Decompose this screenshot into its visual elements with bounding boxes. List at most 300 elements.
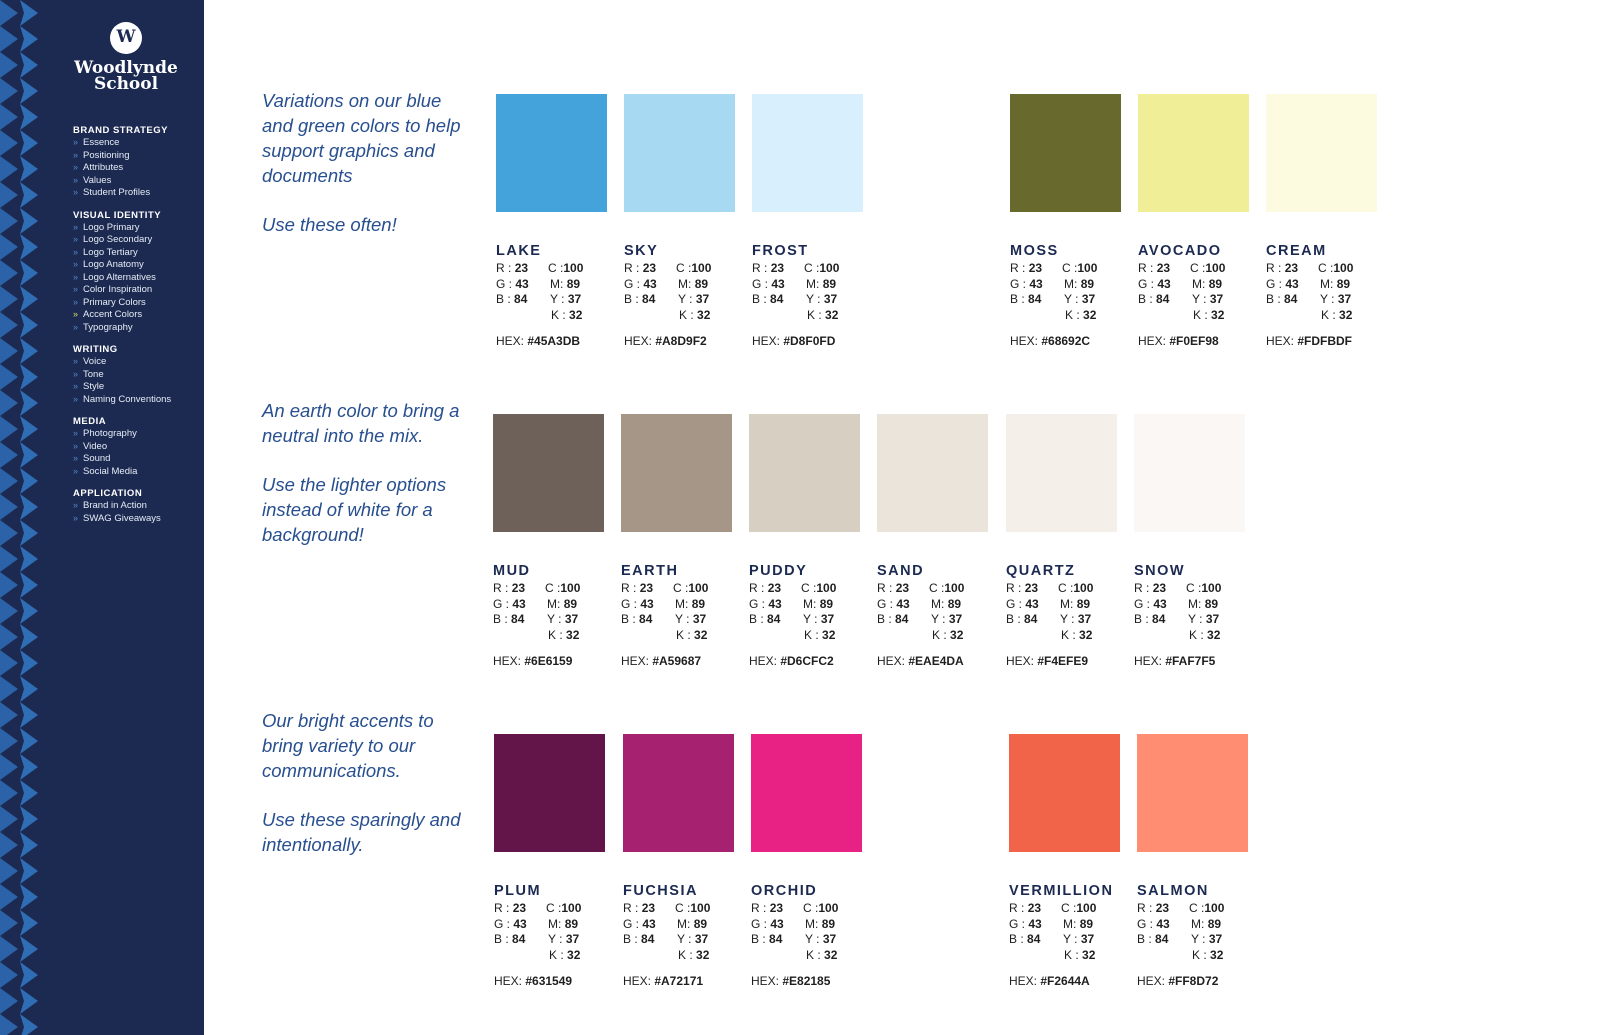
chevron-shape [20,52,38,78]
k-label: K : [804,627,819,642]
chevron-shape [0,546,18,572]
color-values [1137,901,1259,965]
color-values [493,581,615,645]
hex-code [624,334,746,348]
nav-section-heading[interactable]: APPLICATION [73,488,143,499]
group-description [262,88,467,261]
r-value: 23 [512,901,527,915]
color-chip[interactable] [1137,734,1248,852]
color-values [877,581,999,645]
color-chip[interactable] [493,414,604,532]
hex-value: #68692C [1041,334,1091,348]
g-value: 43 [515,276,529,291]
k-label: K : [807,307,822,322]
chevron-shape [0,702,18,728]
chevron-shape [0,468,18,494]
chevron-shape [0,884,18,910]
swatch-lake [496,94,618,348]
b-label: B : [1137,932,1152,947]
nav-item-social-media[interactable]: » Social Media [73,466,203,479]
chevron-shape [0,780,18,806]
c-label: C : [929,581,945,595]
color-values [1006,581,1128,645]
hex-code [496,334,618,348]
chevron-shape [20,858,38,884]
c-label: C : [546,901,562,915]
swatch-salmon [1137,734,1259,988]
nav-section-heading[interactable]: WRITING [73,344,118,355]
hex-prefix: HEX: [751,974,783,988]
hex-prefix: HEX: [749,654,781,668]
y-label: Y : [803,612,818,627]
y-value: 37 [1080,932,1095,947]
y-value: 37 [1077,612,1092,627]
nav-item-swag-giveaways[interactable]: » SWAG Giveaways [73,513,203,526]
k-value: 32 [1207,627,1221,642]
y-label: Y : [1188,612,1203,627]
swatch-puddy [749,414,871,668]
r-label: R : [493,581,509,595]
color-chip[interactable] [624,94,735,212]
chevron-shape [20,286,38,312]
m-value: 89 [1204,596,1219,611]
c-label: C : [675,901,691,915]
k-label: K : [679,307,694,322]
r-label: R : [496,261,512,275]
chevron-shape [0,390,18,416]
color-values [621,581,743,645]
m-value: 89 [1336,276,1351,291]
y-label: Y : [805,932,820,947]
cmyk-values [803,901,838,963]
c-label: C : [1061,901,1077,915]
swatch-mud [493,414,615,668]
m-value: 89 [819,596,834,611]
cmyk-values [1189,901,1224,963]
nav-item-voice[interactable]: » Voice [73,356,203,369]
r-label: R : [1134,581,1150,595]
swatch-plum [494,734,616,988]
chevron-shape [0,312,18,338]
chevron-shape [0,832,18,858]
cmyk-values [673,581,708,643]
m-value: 89 [1079,916,1094,931]
nav-item-values[interactable]: » Values [73,175,203,188]
y-value: 37 [1209,292,1224,307]
nav-item-logo-primary[interactable]: » Logo Primary [73,222,203,235]
chevron-shape [20,234,38,260]
sidebar-nav [73,124,203,534]
k-label: K : [1064,947,1079,962]
chevron-shape [0,728,18,754]
chevron-shape [0,52,18,78]
k-label: K : [548,627,563,642]
swatch-sky [624,94,746,348]
chevron-shape [0,234,18,260]
nav-section-heading[interactable]: BRAND STRATEGY [73,125,168,136]
cmyk-values [1186,581,1221,643]
c-value: 100 [818,901,839,915]
hex-value: #FAF7F5 [1165,654,1216,668]
swatch-name: SALMON [1137,883,1209,899]
r-value: 23 [641,901,656,915]
c-value: 100 [561,901,582,915]
chevron-shape [0,988,18,1014]
g-label: G : [752,276,769,291]
r-value: 23 [1028,261,1043,275]
color-chip[interactable] [751,734,862,852]
chevron-shape [20,78,38,104]
hex-value: #FF8D72 [1168,974,1219,988]
color-chip[interactable] [1134,414,1245,532]
b-label: B : [1138,292,1153,307]
k-value: 32 [1211,307,1225,322]
k-label: K : [806,947,821,962]
hex-code [623,974,745,988]
nav-section [73,487,203,525]
r-label: R : [624,261,640,275]
hex-prefix: HEX: [496,334,528,348]
chevron-shape [0,858,18,884]
description-paragraph: An earth color to bring a neutral into the mix. [262,400,460,446]
color-values [494,901,616,965]
g-label: G : [1006,596,1023,611]
chevron-shape [0,156,18,182]
chevron-shape [20,442,38,468]
r-value: 23 [767,581,782,595]
b-label: B : [877,612,892,627]
r-label: R : [1137,901,1153,915]
crest-icon: W [110,22,142,54]
hex-value: #45A3DB [527,334,581,348]
b-value: 84 [1028,292,1042,307]
nav-item-logo-tertiary[interactable]: » Logo Tertiary [73,247,203,260]
g-label: G : [496,276,513,291]
swatch-fuchsia [623,734,745,988]
g-value: 43 [640,596,654,611]
b-value: 84 [770,292,784,307]
b-value: 84 [514,292,528,307]
rgb-values [877,581,910,628]
r-value: 23 [769,901,784,915]
nav-section-heading[interactable]: VISUAL IDENTITY [73,209,162,221]
chevron-shape [0,78,18,104]
chevron-shape [0,910,18,936]
r-label: R : [877,581,893,595]
cmyk-values [1062,261,1097,323]
k-value: 32 [822,627,836,642]
color-chip[interactable] [1009,734,1120,852]
k-label: K : [1065,307,1080,322]
c-value: 100 [1204,901,1225,915]
g-label: G : [749,596,766,611]
color-chip[interactable] [1006,414,1117,532]
b-value: 84 [769,932,783,947]
hex-code [1010,334,1132,348]
color-chip[interactable] [749,414,860,532]
hex-value: #631549 [525,974,573,988]
nav-section-heading[interactable]: MEDIA [73,416,107,427]
nav-item-sound[interactable]: » Sound [73,453,203,466]
y-value: 37 [1337,292,1352,307]
nav-item-student-profiles[interactable]: » Student Profiles [73,187,203,200]
nav-item-color-inspiration[interactable]: » Color Inspiration [73,284,203,297]
hex-prefix: HEX: [624,334,656,348]
group-description [262,708,467,881]
k-value: 32 [1079,627,1093,642]
b-label: B : [496,292,511,307]
color-values [749,581,871,645]
swatch-name: LAKE [496,243,542,259]
m-label: M: [1320,276,1334,291]
chevron-shape [0,442,18,468]
k-value: 32 [1083,307,1097,322]
hex-code [749,654,871,668]
g-value: 43 [1157,276,1171,291]
chevron-shape [20,754,38,780]
hex-value: #FDFBDF [1297,334,1353,348]
k-value: 32 [950,627,964,642]
b-value: 84 [511,612,525,627]
color-values [1266,261,1388,325]
color-values [496,261,618,325]
y-label: Y : [1192,292,1207,307]
y-value: 37 [567,292,582,307]
swatch-sand [877,414,999,668]
b-value: 84 [1024,612,1038,627]
swatch-orchid [751,734,873,988]
cmyk-values [675,901,710,963]
chevron-pattern [0,0,42,1035]
hex-code [1009,974,1131,988]
c-value: 100 [1077,261,1098,275]
g-label: G : [624,276,641,291]
k-value: 32 [696,947,710,962]
chevron-shape [0,286,18,312]
hex-prefix: HEX: [621,654,653,668]
nav-item-video[interactable]: » Video [73,441,203,454]
chevron-shape [20,650,38,676]
color-values [1009,901,1131,965]
hex-prefix: HEX: [1009,974,1041,988]
k-value: 32 [566,627,580,642]
g-value: 43 [896,596,910,611]
swatch-quartz [1006,414,1128,668]
nav-item-logo-alternatives[interactable]: » Logo Alternatives [73,272,203,285]
g-label: G : [1009,916,1026,931]
chevron-shape [20,260,38,286]
chevron-shape [0,260,18,286]
swatch-name: SNOW [1134,563,1186,579]
nav-item-photography[interactable]: » Photography [73,428,203,441]
hex-code [1137,974,1259,988]
g-label: G : [1266,276,1283,291]
hex-code [1006,654,1128,668]
nav-section [73,415,203,478]
color-values [1138,261,1260,325]
m-label: M: [1191,916,1205,931]
color-chip[interactable] [496,94,607,212]
r-value: 23 [511,581,526,595]
cmyk-values [676,261,711,323]
m-value: 89 [821,916,836,931]
c-label: C : [1062,261,1078,275]
b-label: B : [621,612,636,627]
r-value: 23 [642,261,657,275]
color-chip[interactable] [1010,94,1121,212]
y-value: 37 [565,932,580,947]
swatch-name: SKY [624,243,659,259]
r-label: R : [1266,261,1282,275]
c-value: 100 [560,581,581,595]
rgb-values [494,901,527,948]
k-value: 32 [694,627,708,642]
c-value: 100 [1073,581,1094,595]
g-label: G : [1010,276,1027,291]
color-chip[interactable] [621,414,732,532]
description-paragraph: Our bright accents to bring variety to our communications. [262,710,434,781]
r-label: R : [752,261,768,275]
y-label: Y : [1191,932,1206,947]
hex-prefix: HEX: [623,974,655,988]
chevron-shape [20,702,38,728]
color-chip[interactable] [623,734,734,852]
k-value: 32 [1339,307,1353,322]
hex-value: #D8F0FD [783,334,836,348]
c-value: 100 [690,901,711,915]
chevron-shape [20,520,38,546]
c-label: C : [1189,901,1205,915]
c-value: 100 [1201,581,1222,595]
y-label: Y : [1063,932,1078,947]
nav-item-essence[interactable]: » Essence [73,137,203,150]
rgb-values [1266,261,1299,308]
swatch-vermillion [1009,734,1131,988]
school-logo[interactable] [56,22,196,92]
b-label: B : [1006,612,1021,627]
c-value: 100 [691,261,712,275]
m-label: M: [1192,276,1206,291]
swatch-name: FUCHSIA [623,883,698,899]
g-value: 43 [643,276,657,291]
color-chip[interactable] [752,94,863,212]
b-label: B : [1134,612,1149,627]
color-values [624,261,746,325]
m-value: 89 [1207,916,1222,931]
c-label: C : [545,581,561,595]
chevron-shape [0,494,18,520]
nav-item-naming-conventions[interactable]: » Naming Conventions [73,394,203,407]
y-value: 37 [823,292,838,307]
color-chip[interactable] [1266,94,1377,212]
c-value: 100 [819,261,840,275]
m-label: M: [550,276,564,291]
b-value: 84 [1284,292,1298,307]
swatch-name: SAND [877,563,925,579]
hex-value: #F0EF98 [1169,334,1219,348]
r-value: 23 [514,261,529,275]
g-label: G : [493,596,510,611]
y-value: 37 [822,932,837,947]
b-label: B : [624,292,639,307]
hex-prefix: HEX: [1138,334,1170,348]
hex-value: #D6CFC2 [780,654,834,668]
chevron-shape [20,546,38,572]
y-label: Y : [1320,292,1335,307]
rgb-values [493,581,526,628]
nav-item-logo-secondary[interactable]: » Logo Secondary [73,234,203,247]
chevron-shape [0,26,18,52]
cmyk-values [929,581,964,643]
color-chip[interactable] [877,414,988,532]
swatch-name: VERMILLION [1009,883,1114,899]
g-value: 43 [1025,596,1039,611]
chevron-shape [20,104,38,130]
m-value: 89 [563,596,578,611]
nav-section [73,343,203,406]
chevron-shape [20,26,38,52]
hex-prefix: HEX: [1006,654,1038,668]
chevron-shape [20,910,38,936]
rgb-values [751,901,784,948]
nav-item-primary-colors[interactable]: » Primary Colors [73,297,203,310]
chevron-shape [20,962,38,988]
r-label: R : [749,581,765,595]
g-value: 43 [770,916,784,931]
y-value: 37 [692,612,707,627]
description-paragraph: Use these often! [262,214,397,235]
chevron-shape [20,832,38,858]
g-value: 43 [512,596,526,611]
nav-item-typography[interactable]: » Typography [73,322,203,335]
color-chip[interactable] [1138,94,1249,212]
nav-item-positioning[interactable]: » Positioning [73,150,203,163]
chevron-shape [20,806,38,832]
b-label: B : [752,292,767,307]
nav-item-logo-anatomy[interactable]: » Logo Anatomy [73,259,203,272]
nav-item-style[interactable]: » Style [73,381,203,394]
b-value: 84 [641,932,655,947]
r-label: R : [621,581,637,595]
g-value: 43 [1153,596,1167,611]
swatch-moss [1010,94,1132,348]
cmyk-values [546,901,581,963]
b-label: B : [749,612,764,627]
chevron-shape [0,806,18,832]
nav-item-accent-colors[interactable]: » Accent Colors [73,309,203,322]
y-value: 37 [695,292,710,307]
b-value: 84 [639,612,653,627]
m-label: M: [1060,596,1074,611]
g-value: 43 [642,916,656,931]
k-value: 32 [1210,947,1224,962]
nav-item-attributes[interactable]: » Attributes [73,162,203,175]
chevron-shape [20,884,38,910]
nav-item-tone[interactable]: » Tone [73,369,203,382]
r-label: R : [751,901,767,915]
chevron-shape [0,936,18,962]
m-value: 89 [1208,276,1223,291]
color-chip[interactable] [494,734,605,852]
swatch-name: ORCHID [751,883,818,899]
y-label: Y : [547,612,562,627]
chevron-shape [20,0,38,26]
nav-item-brand-in-action[interactable]: » Brand in Action [73,500,203,513]
hex-code [493,654,615,668]
c-label: C : [1190,261,1206,275]
hex-prefix: HEX: [1134,654,1166,668]
cmyk-values [548,261,583,323]
